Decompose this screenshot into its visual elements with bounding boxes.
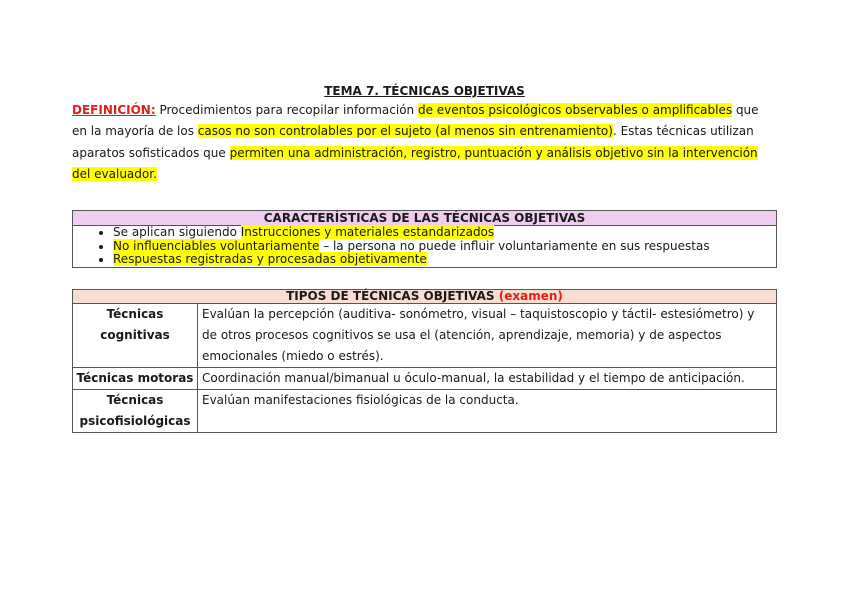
type-description: Coordinación manual/bimanual u óculo-manual, la estabilidad y el tiempo de anticipación. bbox=[198, 367, 777, 389]
item-text: Se aplican siguiendo bbox=[113, 225, 241, 240]
types-header-note: (examen) bbox=[498, 288, 563, 303]
types-header bbox=[73, 289, 777, 303]
types-header-title: TIPOS DE TÉCNICAS OBJETIVAS bbox=[286, 288, 495, 303]
characteristics-item bbox=[113, 240, 776, 254]
definition-highlight-1: de eventos psicológicos observables o amplificables bbox=[417, 103, 733, 117]
table-row bbox=[73, 303, 777, 367]
table-row bbox=[73, 367, 777, 389]
definition-paragraph bbox=[72, 100, 777, 185]
type-label: Técnicas psicofisiológicas bbox=[73, 389, 198, 432]
type-description: Evalúan manifestaciones fisiológicas de la conducta. bbox=[198, 389, 777, 432]
item-highlight: Respuestas registradas y procesadas objetivamente bbox=[113, 252, 427, 267]
types-table bbox=[72, 289, 777, 433]
document-page bbox=[72, 82, 777, 433]
characteristics-item bbox=[113, 226, 776, 240]
type-description: Evalúan la percepción (auditiva- sonómetro, visual – taquistoscopio y táctil- estesiómetro) y de otros procesos cognitivos se usa el (atención, aprendizaje, memoria) y de aspectos emocionales (miedo o estrés). bbox=[198, 303, 777, 367]
type-label: Técnicas motoras bbox=[73, 367, 198, 389]
definition-text-2: que en la mayoría de los bbox=[72, 103, 759, 139]
characteristics-list bbox=[73, 226, 776, 267]
definition-text-1: Procedimientos para recopilar información bbox=[155, 103, 418, 117]
table-row bbox=[73, 389, 777, 432]
definition-text-3: . Estas técnicas utilizan aparatos sofisticados que bbox=[72, 124, 754, 160]
document-title: TEMA 7. TÉCNICAS OBJETIVAS bbox=[324, 84, 525, 98]
definition-highlight-3: permiten una administración, registro, puntuación y análisis objetivo sin la intervención del evaluador. bbox=[72, 145, 758, 181]
type-label: Técnicas cognitivas bbox=[73, 303, 198, 367]
characteristics-table bbox=[72, 210, 777, 268]
characteristics-header: CARACTERÍSTICAS DE LAS TÉCNICAS OBJETIVAS bbox=[73, 211, 777, 226]
item-highlight: Instrucciones y materiales estandarizados bbox=[240, 225, 495, 240]
characteristics-item bbox=[113, 253, 776, 267]
item-text: – la persona no puede influir voluntariamente en sus respuestas bbox=[319, 238, 710, 253]
definition-highlight-2: casos no son controlables por el sujeto (al menos sin entrenamiento) bbox=[197, 124, 613, 139]
characteristics-cell bbox=[73, 226, 777, 268]
item-highlight: No influenciables voluntariamente bbox=[113, 238, 320, 253]
definition-label: DEFINICIÓN: bbox=[72, 103, 156, 117]
